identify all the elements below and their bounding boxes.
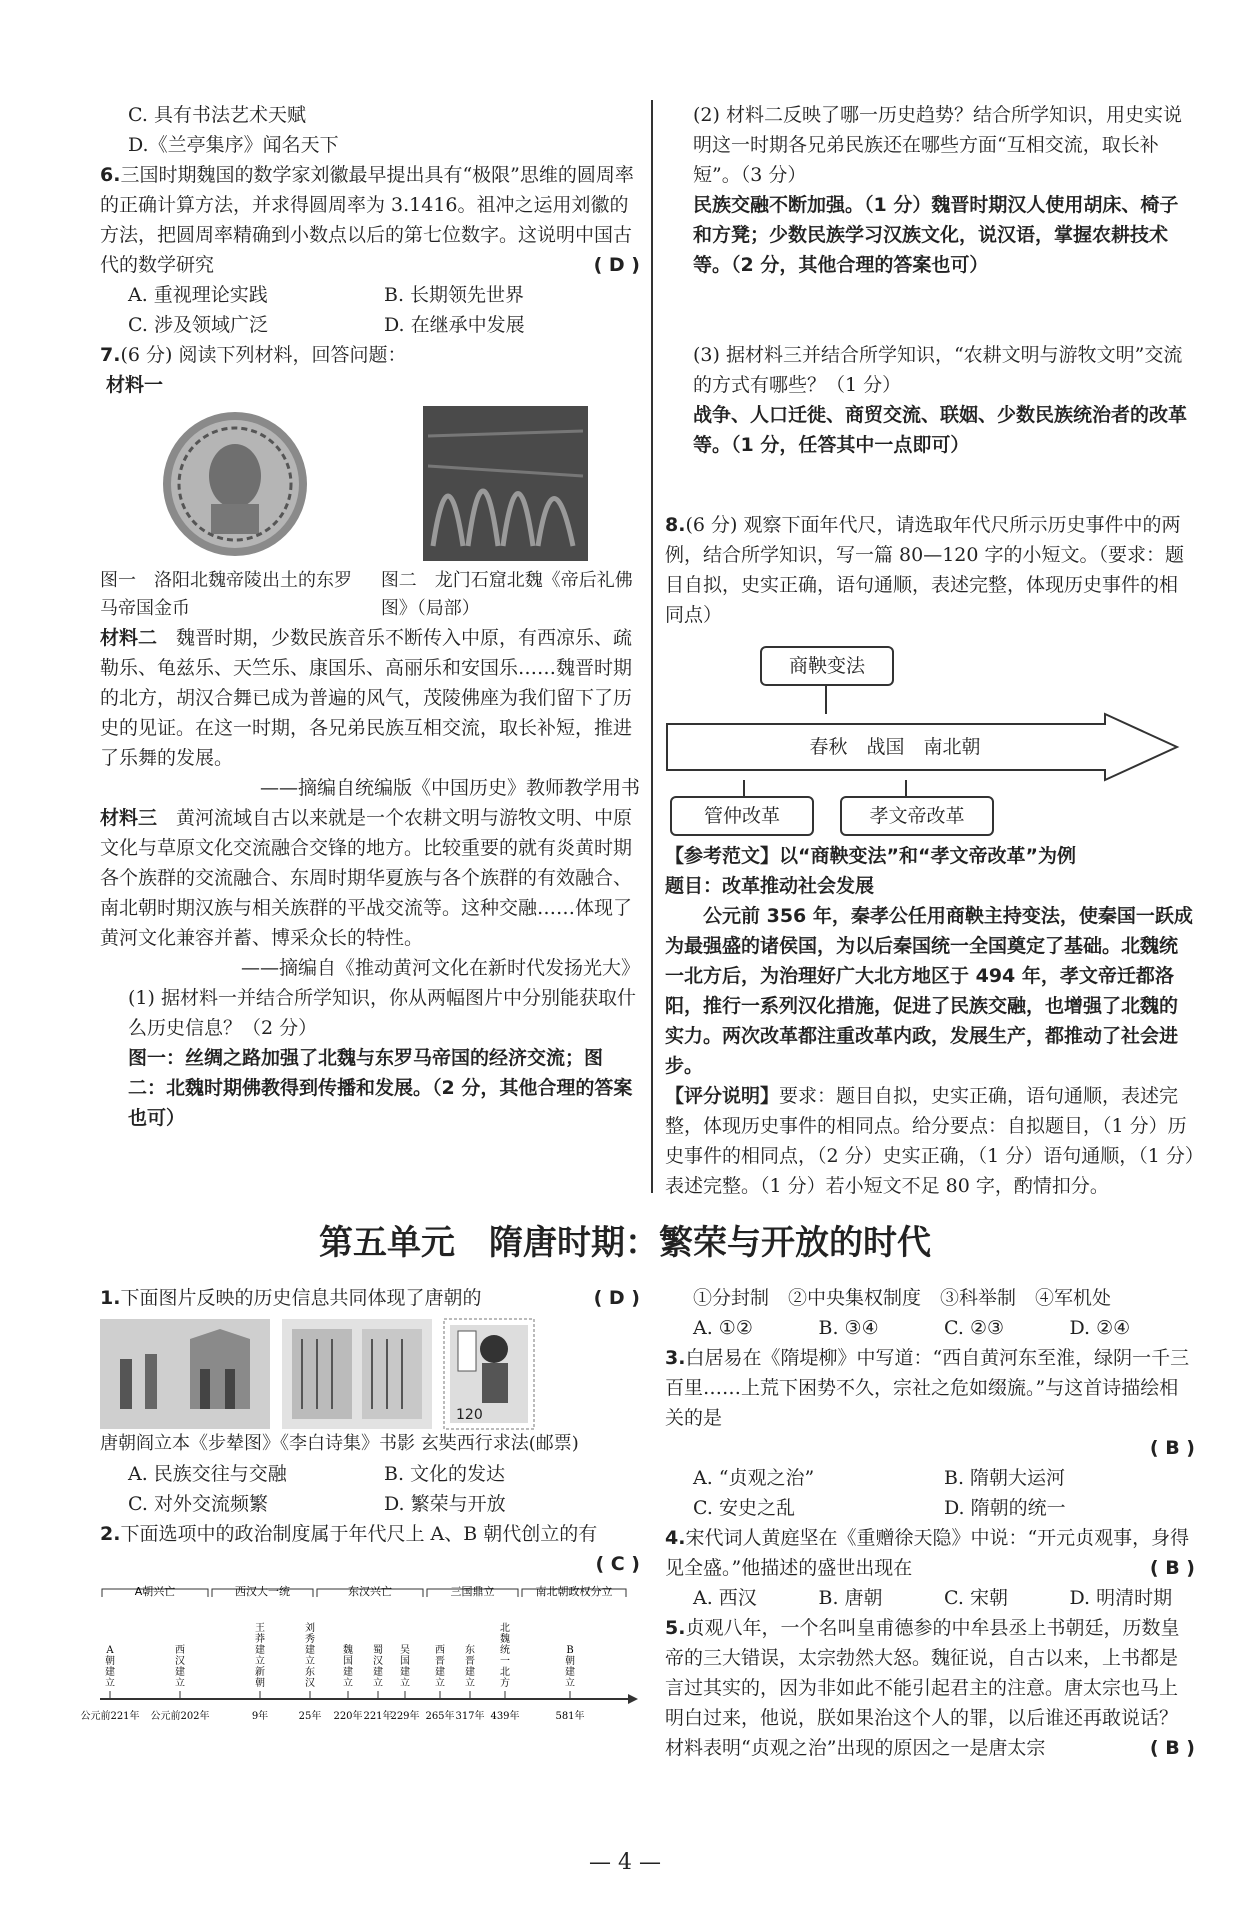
u5q3-options-2 [665, 1493, 1195, 1523]
u5q1-option: A. 民族交往与交融 [128, 1463, 287, 1485]
u5q1-option: C. 对外交流频繁 [128, 1493, 268, 1515]
connector-bl [743, 780, 745, 796]
q6-options-1 [100, 280, 640, 310]
material-1-images [100, 406, 640, 561]
u5q1-options-2 [100, 1489, 640, 1519]
u5q4-option: C. 宋朝 [944, 1587, 1008, 1609]
u5q3-number: 3. [665, 1347, 686, 1369]
bottom-left-column [80, 1283, 640, 1748]
caption-figure-1: 图一 洛阳北魏帝陵出土的东罗马帝国金币 [100, 570, 352, 619]
buddha-worship-relief-image [423, 406, 588, 561]
u5q2-options [665, 1313, 1195, 1343]
u5q1-images [100, 1319, 640, 1429]
q6-option: D. 在继承中发展 [384, 314, 525, 336]
q5-option-c: C. 具有书法艺术天赋 [128, 104, 306, 126]
box-shang-yang-reform: 商鞅变法 [760, 646, 894, 686]
material-1-label: 材料一 [106, 374, 164, 396]
period-label: A朝兴亡 [134, 1585, 176, 1598]
material-3-text: 黄河流域自古以来就是一个农耕文明与游牧文明、中原文化与草原文化交流融合交锋的地方。比较重要的就有炎黄时期各个族群的交流融合、东周时期华夏族与各个族群的有效融合、南北朝时期汉族与相关族群的平战交流等。这种交融……体现了黄河文化兼容并蓄、博采众长的特性。 [100, 807, 633, 949]
material-3-label: 材料三 [100, 807, 158, 829]
u5q1-text: 下面图片反映的历史信息共同体现了唐朝的 [120, 1287, 482, 1309]
u5q3-text: 白居易在《隋堤柳》中写道：“西自黄河东至淮，绿阴一千三百里……上荒下困势不久，宗社之危如缀旒。”与这首诗描绘相关的是 [665, 1347, 1190, 1429]
material-3-source: ——摘编自《推动黄河文化在新时代发扬光大》 [240, 957, 640, 979]
u5q4-option: A. 西汉 [693, 1587, 757, 1609]
question-7 [100, 340, 640, 370]
u5q1-option: D. 繁荣与开放 [384, 1493, 506, 1515]
event-label: A 朝建立 [105, 1645, 115, 1689]
event-year: 25年 [298, 1711, 322, 1722]
material-2-source: ——摘编自统编版《中国历史》教师教学用书 [259, 777, 640, 799]
q7-sub-1: (1) 据材料一并结合所学知识，你从两幅图片中分别能获取什么历史信息？（2 分） [128, 987, 636, 1039]
event-year: 221年 [363, 1711, 393, 1722]
u5q2-option: A. ①② [693, 1317, 753, 1339]
right-column [665, 100, 1195, 1201]
material-3 [100, 803, 640, 953]
scoring-text: 要求：题目自拟，史实正确，语句通顺，表述完整，体现历史事件的相同点。给分要点：自拟题目，（1 分）历史事件的相同点，（2 分）史实正确，（1 分）语句通顺，（1 分）表述完整。（1 分）若小短文不足 80 字，酌情扣分。 [665, 1085, 1195, 1197]
event-label: 北魏统一北方 [500, 1623, 510, 1689]
u5q5-answer: ( B ) [1149, 1737, 1195, 1759]
q6-options-2 [100, 310, 640, 340]
page-number: — 4 — [589, 1850, 661, 1875]
event-label: 王莽建立新朝 [255, 1623, 265, 1689]
unit5-question-5 [665, 1613, 1195, 1763]
u5q3-options-1 [665, 1463, 1195, 1493]
u5q1-option: B. 文化的发达 [384, 1463, 506, 1485]
event-year: 229年 [390, 1711, 420, 1722]
q7-number: 7. [100, 344, 121, 366]
event-year: 220年 [333, 1711, 363, 1722]
q8-text: (6 分) 观察下面年代尺，请选取年代尺所示历史事件中的两例，结合所学知识，写一篇 80—120 字的小短文。（要求：题目自拟，史实正确，语句通顺，表述完整，体现历史事件的相同点） [665, 514, 1185, 626]
u5q4-answer: ( B ) [1149, 1557, 1195, 1579]
event-label: 东晋建立 [465, 1645, 475, 1689]
u5q2-option: D. ②④ [1069, 1317, 1131, 1339]
q8-timeline-diagram [665, 636, 1195, 841]
u5q1-caption: 唐朝阎立本《步辇图》《李白诗集》书影 玄奘西行求法(邮票) [100, 1433, 579, 1454]
u5q3-option: A. “贞观之治” [693, 1467, 815, 1489]
q7-sub-1-answer: 图一：丝绸之路加强了北魏与东罗马帝国的经济交流；图二：北魏时期佛教得到传播和发展。（2 分，其他合理的答案也可） [128, 1047, 633, 1129]
u5q5-number: 5. [665, 1617, 686, 1639]
q8-number: 8. [665, 514, 686, 536]
period-label: 西汉大一统 [235, 1585, 290, 1598]
connector-br [905, 780, 907, 796]
scoring-label: 【评分说明】 [665, 1085, 780, 1107]
u5q3-option: B. 隋朝大运河 [944, 1467, 1066, 1489]
u5q4-option: D. 明清时期 [1069, 1587, 1173, 1609]
event-label: 西晋建立 [435, 1645, 445, 1689]
stamp-value: 120 [456, 1407, 483, 1423]
u5q4-text: 宋代词人黄庭坚在《重赠徐天隐》中说：“开元贞观事，身得见全盛。”他描述的盛世出现在 [665, 1527, 1190, 1579]
unit5-question-3 [665, 1343, 1195, 1433]
box-xiaowen-reform: 孝文帝改革 [840, 796, 994, 836]
event-label: 蜀汉建立 [373, 1645, 383, 1689]
event-year: 317年 [455, 1711, 485, 1722]
event-label: 魏国建立 [343, 1645, 353, 1689]
material-2-text: 魏晋时期，少数民族音乐不断传入中原，有西凉乐、疏勒乐、龟兹乐、天竺乐、康国乐、高丽乐和安国乐……魏晋时期的北方，胡汉合舞已成为普遍的风气，茂陵佛座为我们留下了历史的见证。在这一时期，各兄弟民族互相交流，取长补短，推进了乐舞的发展。 [100, 627, 633, 769]
unit5-question-4 [665, 1523, 1195, 1583]
q6-option: B. 长期领先世界 [384, 284, 525, 306]
q5-option-d: D.《兰亭集序》闻名天下 [128, 134, 339, 156]
caption-figure-2: 图二 龙门石窟北魏《帝后礼佛图》（局部） [380, 570, 633, 619]
event-year: 439年 [490, 1711, 520, 1722]
u5q1-options-1 [100, 1459, 640, 1489]
u5q2-option: B. ③④ [818, 1317, 879, 1339]
period-label: 南北朝政权分立 [535, 1585, 613, 1598]
event-year: 581年 [555, 1711, 585, 1722]
u5q3-option: D. 隋朝的统一 [944, 1497, 1066, 1519]
q6-text: 三国时期魏国的数学家刘徽最早提出具有“极限”思维的圆周率的正确计算方法，并求得圆周率为 3.1416。祖冲之运用刘徽的方法，把圆周率精确到小数点以后的第七位数字。这说明中国古代的数学研究 [100, 164, 634, 276]
event-label: 吴国建立 [400, 1645, 410, 1689]
bottom-right-column [665, 1283, 1195, 1763]
timeline-arrowhead [628, 1694, 638, 1704]
event-year: 9年 [251, 1711, 269, 1722]
question-8 [665, 510, 1195, 630]
u5q3-answer: ( B ) [1149, 1437, 1195, 1459]
event-label: 刘秀建立东汉 [305, 1623, 315, 1689]
reference-essay-label: 【参考范文】以“商鞅变法”和“孝文帝改革”为例 [665, 845, 1076, 867]
reference-essay-body: 公元前 356 年，秦孝公任用商鞅主持变法，使秦国一跃成为最强盛的诸侯国，为以后秦国统一全国奠定了基础。北魏统一北方后，为治理好广大北方地区于 494 年，孝文帝迁都洛阳，推行一系列汉化措施，促进了民族交融，也增强了北魏的实力。两次改革都注重改革内政，发展生产，都推动了社会进步。 [665, 905, 1193, 1077]
q6-answer: ( D ) [593, 254, 640, 276]
left-column [100, 100, 640, 1133]
event-label: B 朝建立 [565, 1645, 575, 1689]
column-divider [651, 100, 653, 1193]
q7-sub-3-answer: 战争、人口迁徙、商贸交流、联姻、少数民族统治者的改革等。（1 分，任答其中一点即可） [693, 404, 1188, 456]
unit5-question-1 [100, 1283, 640, 1313]
xuanzang-stamp-image [444, 1319, 534, 1429]
q6-option: C. 涉及领域广泛 [128, 314, 268, 336]
u5q2-number: 2. [100, 1523, 121, 1545]
connector-top [825, 686, 827, 714]
event-year: 公元前202年 [150, 1711, 210, 1722]
box-guan-zhong-reform: 管仲改革 [670, 796, 814, 836]
q6-number: 6. [100, 164, 121, 186]
u5q4-number: 4. [665, 1527, 686, 1549]
period-label: 三国鼎立 [450, 1585, 495, 1598]
question-6 [100, 160, 640, 280]
u5q4-option: B. 唐朝 [818, 1587, 883, 1609]
li-bai-poems-image [282, 1319, 432, 1429]
u5q2-answer: ( C ) [595, 1553, 640, 1575]
u5q2-option: C. ②③ [944, 1317, 1005, 1339]
gold-coin-image [153, 406, 318, 561]
dynasty-timeline [80, 1579, 640, 1739]
u5q4-options [665, 1583, 1195, 1613]
u5q5-text: 贞观八年，一个名叫皇甫德参的中牟县丞上书朝廷，历数皇帝的三大错误，太宗勃然大怒。魏征说，自古以来，上书都是言过其实的，因为非如此不能引起君主的注意。唐太宗也马上明白过来，他说，朕如果治这个人的罪，以后谁还再敢说话？材料表明“贞观之治”出现的原因之一是唐太宗 [665, 1617, 1180, 1759]
scoring-notes [665, 1081, 1195, 1201]
material-1-captions [100, 567, 640, 623]
q6-option: A. 重视理论实践 [128, 284, 268, 306]
period-label: 东汉兴亡 [348, 1585, 392, 1598]
q7-sub-2: (2) 材料二反映了哪一历史趋势？结合所学知识，用史实说明这一时期各兄弟民族还在哪些方面“互相交流，取长补短”。（3 分） [693, 104, 1182, 186]
u5q3-option: C. 安史之乱 [693, 1497, 795, 1519]
material-2 [100, 623, 640, 773]
reference-essay-title: 题目：改革推动社会发展 [665, 875, 875, 897]
material-2-label: 材料二 [100, 627, 158, 649]
unit5-question-2 [100, 1519, 640, 1549]
u5q1-answer: ( D ) [593, 1287, 640, 1309]
u5q1-number: 1. [100, 1287, 121, 1309]
timeline-periods: 春秋 战国 南北朝 [809, 736, 981, 758]
u5q2-text: 下面选项中的政治制度属于年代尺上 A、B 朝代创立的有 [120, 1523, 598, 1545]
unit-title: 第五单元 隋唐时期：繁荣与开放的时代 [319, 1223, 931, 1263]
bunian-painting-image [100, 1319, 270, 1429]
q7-head: (6 分) 阅读下列材料，回答问题： [120, 344, 407, 366]
q7-sub-3: (3) 据材料三并结合所学知识，“农耕文明与游牧文明”交流的方式有哪些？（1 分） [693, 344, 1183, 396]
event-year: 公元前221年 [80, 1711, 140, 1722]
u5q2-items: ①分封制 ②中央集权制度 ③科举制 ④军机处 [693, 1287, 1112, 1309]
q7-sub-2-answer: 民族交融不断加强。（1 分）魏晋时期汉人使用胡床、椅子和方凳；少数民族学习汉族文化，说汉语，掌握农耕技术等。（2 分，其他合理的答案也可） [693, 194, 1179, 276]
event-label: 西汉建立 [175, 1645, 185, 1689]
event-year: 265年 [425, 1711, 455, 1722]
